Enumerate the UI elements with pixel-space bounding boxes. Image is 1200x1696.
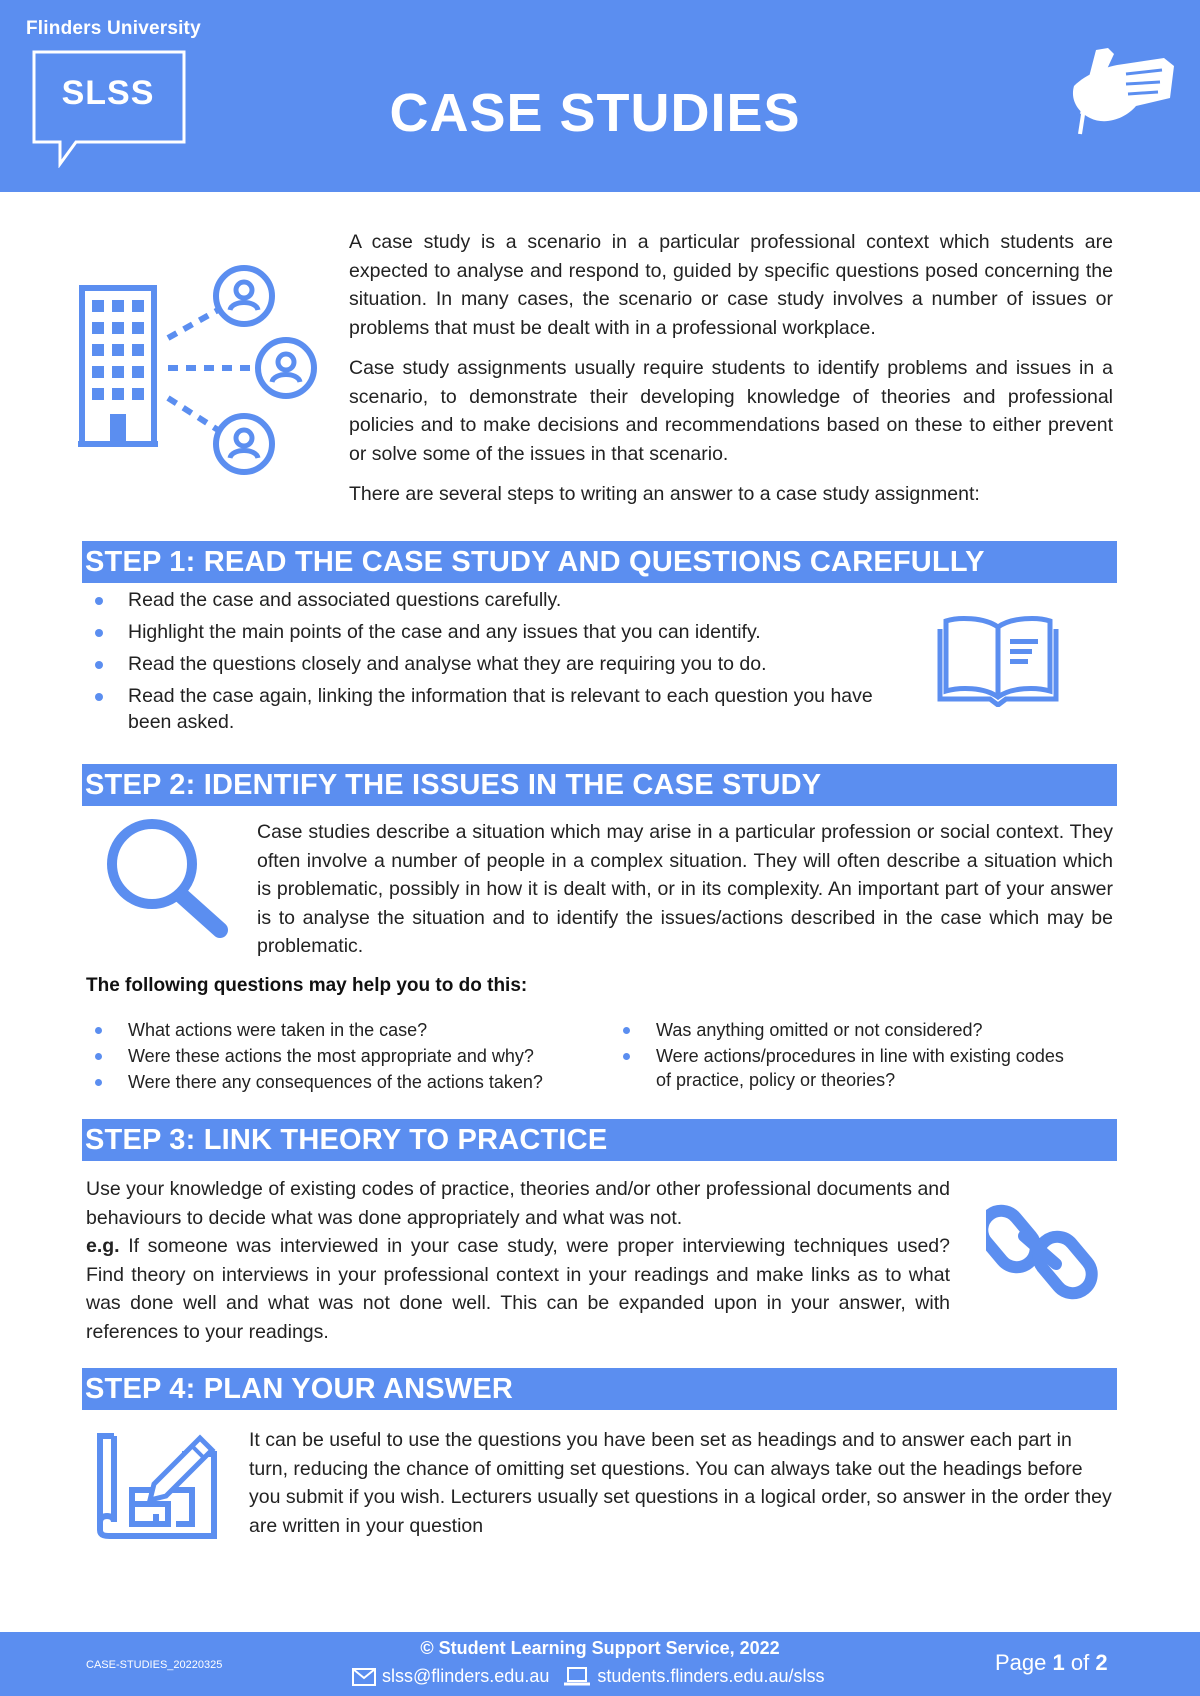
list-item: Were actions/procedures in line with existing codes of practice, policy or theories?	[610, 1044, 1080, 1092]
list-item: Read the case again, linking the information that is relevant to each question you have been asked.	[82, 683, 912, 735]
contact-info	[352, 1666, 825, 1687]
list-item: Read the case and associated questions carefully.	[82, 587, 912, 613]
open-book-icon	[936, 615, 1060, 707]
step1-list	[82, 587, 912, 735]
intro-paragraph: Case study assignments usually require students to identify problems and issues in a scenario, to demonstrate their developing knowledge of theories and professional policies and to make decisions and recommendations based on these to either prevent or solve some of the issues in that scenario.	[349, 357, 1113, 465]
document-code: CASE-STUDIES_20220325	[86, 1659, 223, 1671]
page-of: of	[1070, 1650, 1090, 1675]
list-item: What actions were taken in the case?	[82, 1018, 602, 1042]
step3-paragraph-text: Use your knowledge of existing codes of practice, theories and/or other professional documents and behaviours to decide what was done appropriately and what was not.	[86, 1178, 950, 1229]
page-current: 1	[1052, 1650, 1065, 1675]
email-link[interactable]: slss@flinders.edu.au	[382, 1666, 550, 1686]
step4-heading: STEP 4: PLAN YOUR ANSWER	[82, 1368, 1117, 1410]
building-network-icon	[78, 258, 330, 480]
copyright-text: © Student Learning Support Service, 2022	[420, 1638, 780, 1658]
magnifier-icon	[104, 816, 230, 938]
page-number	[995, 1650, 1108, 1676]
laptop-icon	[563, 1667, 591, 1687]
step1-heading: STEP 1: READ THE CASE STUDY AND QUESTIONS CAREFULLY	[82, 541, 1117, 583]
intro-section	[349, 228, 1113, 521]
page-title: CASE STUDIES	[389, 83, 801, 143]
blueprint-pencil-icon	[96, 1430, 222, 1540]
envelope-icon	[352, 1668, 376, 1686]
list-item: Read the questions closely and analyse what they are requiring you to do.	[82, 651, 912, 677]
list-item: Highlight the main points of the case and any issues that you can identify.	[82, 619, 912, 645]
page-prefix: Page	[995, 1650, 1047, 1675]
header-banner	[0, 0, 1200, 192]
eg-label: e.g.	[86, 1235, 120, 1257]
list-item: Were these actions the most appropriate and why?	[82, 1044, 602, 1068]
intro-paragraph: A case study is a scenario in a particular professional context which students are expected to analyse and respond to, guided by specific questions posed concerning the situation. In many cases, the scenario or case study involves a number of issues or problems that must be dealt with in a professional workplace.	[349, 231, 1113, 339]
intro-paragraph: There are several steps to writing an answer to a case study assignment:	[349, 483, 980, 505]
list-item: Were there any consequences of the actions taken?	[82, 1070, 602, 1094]
slss-logo-text: SLSS	[61, 74, 155, 112]
step4-paragraph: It can be useful to use the questions you have been set as headings and to answer each part in turn, reducing the chance of omitting set questions. You can always take out the headings before you submit if you wish. Lecturers usually set questions in a logical order, so answer in the order they are written in your question	[249, 1429, 1112, 1537]
step3-heading: STEP 3: LINK THEORY TO PRACTICE	[82, 1119, 1117, 1161]
step2-paragraph: Case studies describe a situation which may arise in a particular profession or social context. They often involve a number of people in a complex situation. They will often describe a situation which is problematic, possibly in how it is dealt with, or in its complexity. An important part of your answer is to analyse the situation and to identify the issues/actions described in the case which may be problematic.	[257, 821, 1113, 957]
step3-example-text: If someone was interviewed in your case study, were proper interviewing techniques used? Find theory on interviews in your professional context in your readings and make links as to what was done well and what was not done well. This can be expanded upon in your answer, with references to your readings.	[86, 1235, 950, 1343]
list-item: Was anything omitted or not considered?	[610, 1018, 1080, 1042]
step2-subheading: The following questions may help you to do this:	[86, 975, 528, 996]
university-name: Flinders University	[26, 18, 201, 39]
step2-questions-right	[610, 1018, 1080, 1092]
step2-heading: STEP 2: IDENTIFY THE ISSUES IN THE CASE STUDY	[82, 764, 1117, 806]
website-link[interactable]: students.flinders.edu.au/slss	[597, 1666, 825, 1686]
hand-writing-icon	[1066, 44, 1178, 144]
step3-paragraph	[86, 1175, 950, 1346]
chain-link-icon	[986, 1196, 1098, 1304]
footer-banner	[0, 1632, 1200, 1696]
page-total: 2	[1095, 1650, 1108, 1675]
step2-questions-left	[82, 1018, 602, 1094]
